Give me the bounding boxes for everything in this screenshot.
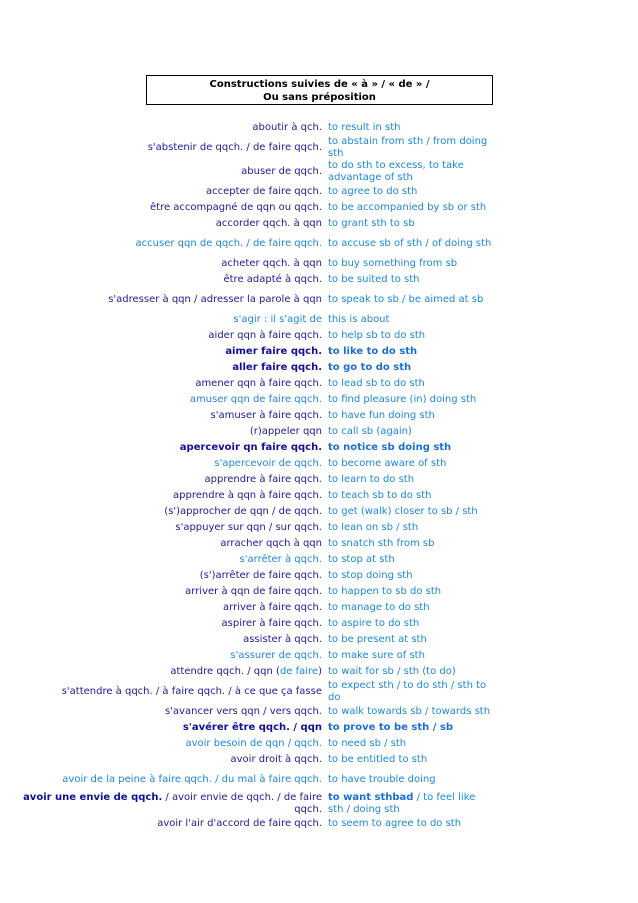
english-phrase: to go to do sth: [328, 362, 412, 373]
list-item: [0, 736, 638, 752]
english-phrase: to manage to do sth: [328, 602, 430, 613]
french-phrase: apprendre à faire qqch.: [204, 474, 322, 485]
list-item: [0, 184, 638, 200]
french-phrase: amener qqn à faire qqch.: [195, 378, 322, 389]
english-phrase: to have fun doing sth: [328, 410, 435, 421]
english-phrase: to help sb to do sth: [328, 330, 426, 341]
french-phrase-part: ): [318, 666, 322, 677]
english-phrase: to prove to be sth / sb: [328, 722, 454, 733]
list-item: [0, 136, 638, 160]
list-item: [0, 648, 638, 664]
french-phrase: s'amuser à faire qqch.: [210, 410, 322, 421]
english-phrase: to buy something from sb: [328, 258, 458, 269]
french-phrase: s'apercevoir de qqch.: [214, 458, 322, 469]
french-phrase: [0, 792, 322, 816]
english-phrase: to expect sth / to do sth / sth to do: [328, 680, 487, 703]
french-phrase: s'attendre à qqch. / à faire qqch. / à ce que ça fasse: [61, 686, 322, 697]
title-box: [146, 75, 493, 105]
list-item: [0, 568, 638, 584]
french-phrase: apprendre à qqn à faire qqch.: [173, 490, 322, 501]
french-phrase: arracher qqch à qqn: [220, 538, 322, 549]
french-phrase: acheter qqch. à qqn: [221, 258, 322, 269]
list-item: [0, 272, 638, 288]
list-item: [0, 408, 638, 424]
english-phrase: to be accompanied by sb or sth: [328, 202, 487, 213]
french-phrase: apercevoir qn faire qqch.: [179, 442, 322, 453]
list-item: [0, 376, 638, 392]
english-phrase: to speak to sb / be aimed at sb: [328, 294, 484, 305]
french-phrase: s'abstenir de qqch. / de faire qqch.: [147, 142, 322, 153]
english-phrase: to walk towards sb / towards sth: [328, 706, 491, 717]
english-phrase: to lean on sb / sth: [328, 522, 419, 533]
list-item: [0, 520, 638, 536]
french-phrase: s'appuyer sur qqn / sur qqch.: [175, 522, 322, 533]
french-phrase: aimer faire qqch.: [225, 346, 322, 357]
list-item: [0, 792, 638, 816]
french-phrase-part: avoir une envie de qqch.: [23, 792, 163, 803]
english-phrase: to have trouble doing: [328, 774, 436, 785]
french-phrase: arriver à qqn de faire qqch.: [185, 586, 322, 597]
english-phrase: this is about: [328, 314, 390, 325]
french-phrase: avoir de la peine à faire qqch. / du mal à faire qqch.: [62, 774, 322, 785]
list-item: [0, 256, 638, 272]
english-phrase: to be suited to sth: [328, 274, 420, 285]
french-phrase: (s')arrêter de faire qqch.: [199, 570, 322, 581]
list-item: [0, 472, 638, 488]
english-phrase: to call sb (again): [328, 426, 412, 437]
english-phrase: to like to do sth: [328, 346, 418, 357]
list-item: [0, 552, 638, 568]
list-item: [0, 288, 638, 312]
french-phrase: aspirer à faire qqch.: [221, 618, 322, 629]
english-phrase: to accuse sb of sth / of doing sth: [328, 238, 492, 249]
list-item: [0, 160, 638, 184]
list-item: [0, 600, 638, 616]
french-phrase: accuser qqn de qqch. / de faire qqch.: [135, 238, 322, 249]
english-phrase: to seem to agree to do sth: [328, 818, 462, 829]
french-phrase: amuser qqn de faire qqch.: [189, 394, 322, 405]
list-item: [0, 536, 638, 552]
english-phrase: [328, 792, 493, 816]
list-item: [0, 584, 638, 600]
title-line-1: Constructions suivies de « à » / « de » /: [209, 79, 430, 90]
list-item: [0, 200, 638, 216]
list-item: [0, 504, 638, 520]
french-phrase: être adapté à qqch.: [223, 274, 322, 285]
french-phrase: s'adresser à qqn / adresser la parole à qqn: [108, 294, 322, 305]
title-line-2: Ou sans préposition: [263, 92, 376, 103]
french-phrase: aider qqn à faire qqch.: [208, 330, 322, 341]
list-item: [0, 232, 638, 256]
french-phrase: accepter de faire qqch.: [205, 186, 322, 197]
english-phrase-part: / to feel like sth / doing sth: [328, 792, 476, 815]
list-item: [0, 704, 638, 720]
english-phrase: to result in sth: [328, 122, 401, 133]
french-phrase: assister à qqch.: [243, 634, 322, 645]
english-phrase: to grant sth to sb: [328, 218, 415, 229]
french-phrase-part: de faire: [279, 666, 319, 677]
french-phrase: s'assurer de qqch.: [230, 650, 322, 661]
french-phrase: accorder qqch. à qqn: [215, 218, 322, 229]
phrase-list: [0, 120, 638, 832]
list-item: [0, 720, 638, 736]
list-item: [0, 632, 638, 648]
list-item: [0, 680, 638, 704]
french-phrase-part: / avoir envie de qqch. / de faire qqch.: [162, 792, 322, 815]
english-phrase: to stop at sth: [328, 554, 395, 565]
french-phrase: (r)appeler qqn: [249, 426, 322, 437]
list-item: [0, 328, 638, 344]
list-item: [0, 616, 638, 632]
french-phrase: avoir l'air d'accord de faire qqch.: [157, 818, 322, 829]
french-phrase: s'arrêter à qqch.: [239, 554, 322, 565]
english-phrase: to learn to do sth: [328, 474, 415, 485]
french-phrase: être accompagné de qqn ou qqch.: [149, 202, 322, 213]
english-phrase: to wait for sb / sth (to do): [328, 666, 456, 677]
list-item: [0, 216, 638, 232]
english-phrase: to become aware of sth: [328, 458, 447, 469]
english-phrase: to happen to sb do sth: [328, 586, 442, 597]
list-item: [0, 488, 638, 504]
english-phrase: to be entitled to sth: [328, 754, 428, 765]
english-phrase: to make sure of sth: [328, 650, 425, 661]
french-phrase: [0, 666, 322, 678]
list-item: [0, 360, 638, 376]
french-phrase: avoir besoin de qqn / qqch.: [185, 738, 322, 749]
french-phrase-part: attendre qqch. / qqn (: [170, 666, 280, 677]
english-phrase: to find pleasure (in) doing sth: [328, 394, 477, 405]
list-item: [0, 456, 638, 472]
english-phrase: to do sth to excess, to take advantage of sth: [328, 160, 464, 183]
english-phrase: to get (walk) closer to sb / sth: [328, 506, 478, 517]
french-phrase: arriver à faire qqch.: [223, 602, 322, 613]
french-phrase: s'avancer vers qqn / vers qqch.: [164, 706, 322, 717]
french-phrase: (s')approcher de qqn / de qqch.: [164, 506, 322, 517]
english-phrase: to aspire to do sth: [328, 618, 420, 629]
french-phrase: s'agir : il s'agit de: [233, 314, 322, 325]
english-phrase: to notice sb doing sth: [328, 442, 452, 453]
french-phrase: s'avérer être qqch. / qqn: [182, 722, 322, 733]
list-item: [0, 816, 638, 832]
english-phrase-part: to want sthbad: [328, 792, 414, 803]
french-phrase: aboutir à qch.: [252, 122, 322, 133]
french-phrase: avoir droit à qqch.: [230, 754, 322, 765]
list-item: [0, 440, 638, 456]
list-item: [0, 664, 638, 680]
english-phrase: to teach sb to do sth: [328, 490, 432, 501]
english-phrase: to need sb / sth: [328, 738, 407, 749]
english-phrase: to abstain from sth / from doing sth: [328, 136, 488, 159]
french-phrase: aller faire qqch.: [232, 362, 322, 373]
english-phrase: to stop doing sth: [328, 570, 413, 581]
list-item: [0, 392, 638, 408]
list-item: [0, 768, 638, 792]
english-phrase: to snatch sth from sb: [328, 538, 435, 549]
english-phrase: to be present at sth: [328, 634, 427, 645]
list-item: [0, 424, 638, 440]
english-phrase: to lead sb to do sth: [328, 378, 425, 389]
list-item: [0, 344, 638, 360]
french-phrase: abuser de qqch.: [241, 166, 322, 177]
list-item: [0, 312, 638, 328]
english-phrase: to agree to do sth: [328, 186, 418, 197]
list-item: [0, 752, 638, 768]
list-item: [0, 120, 638, 136]
